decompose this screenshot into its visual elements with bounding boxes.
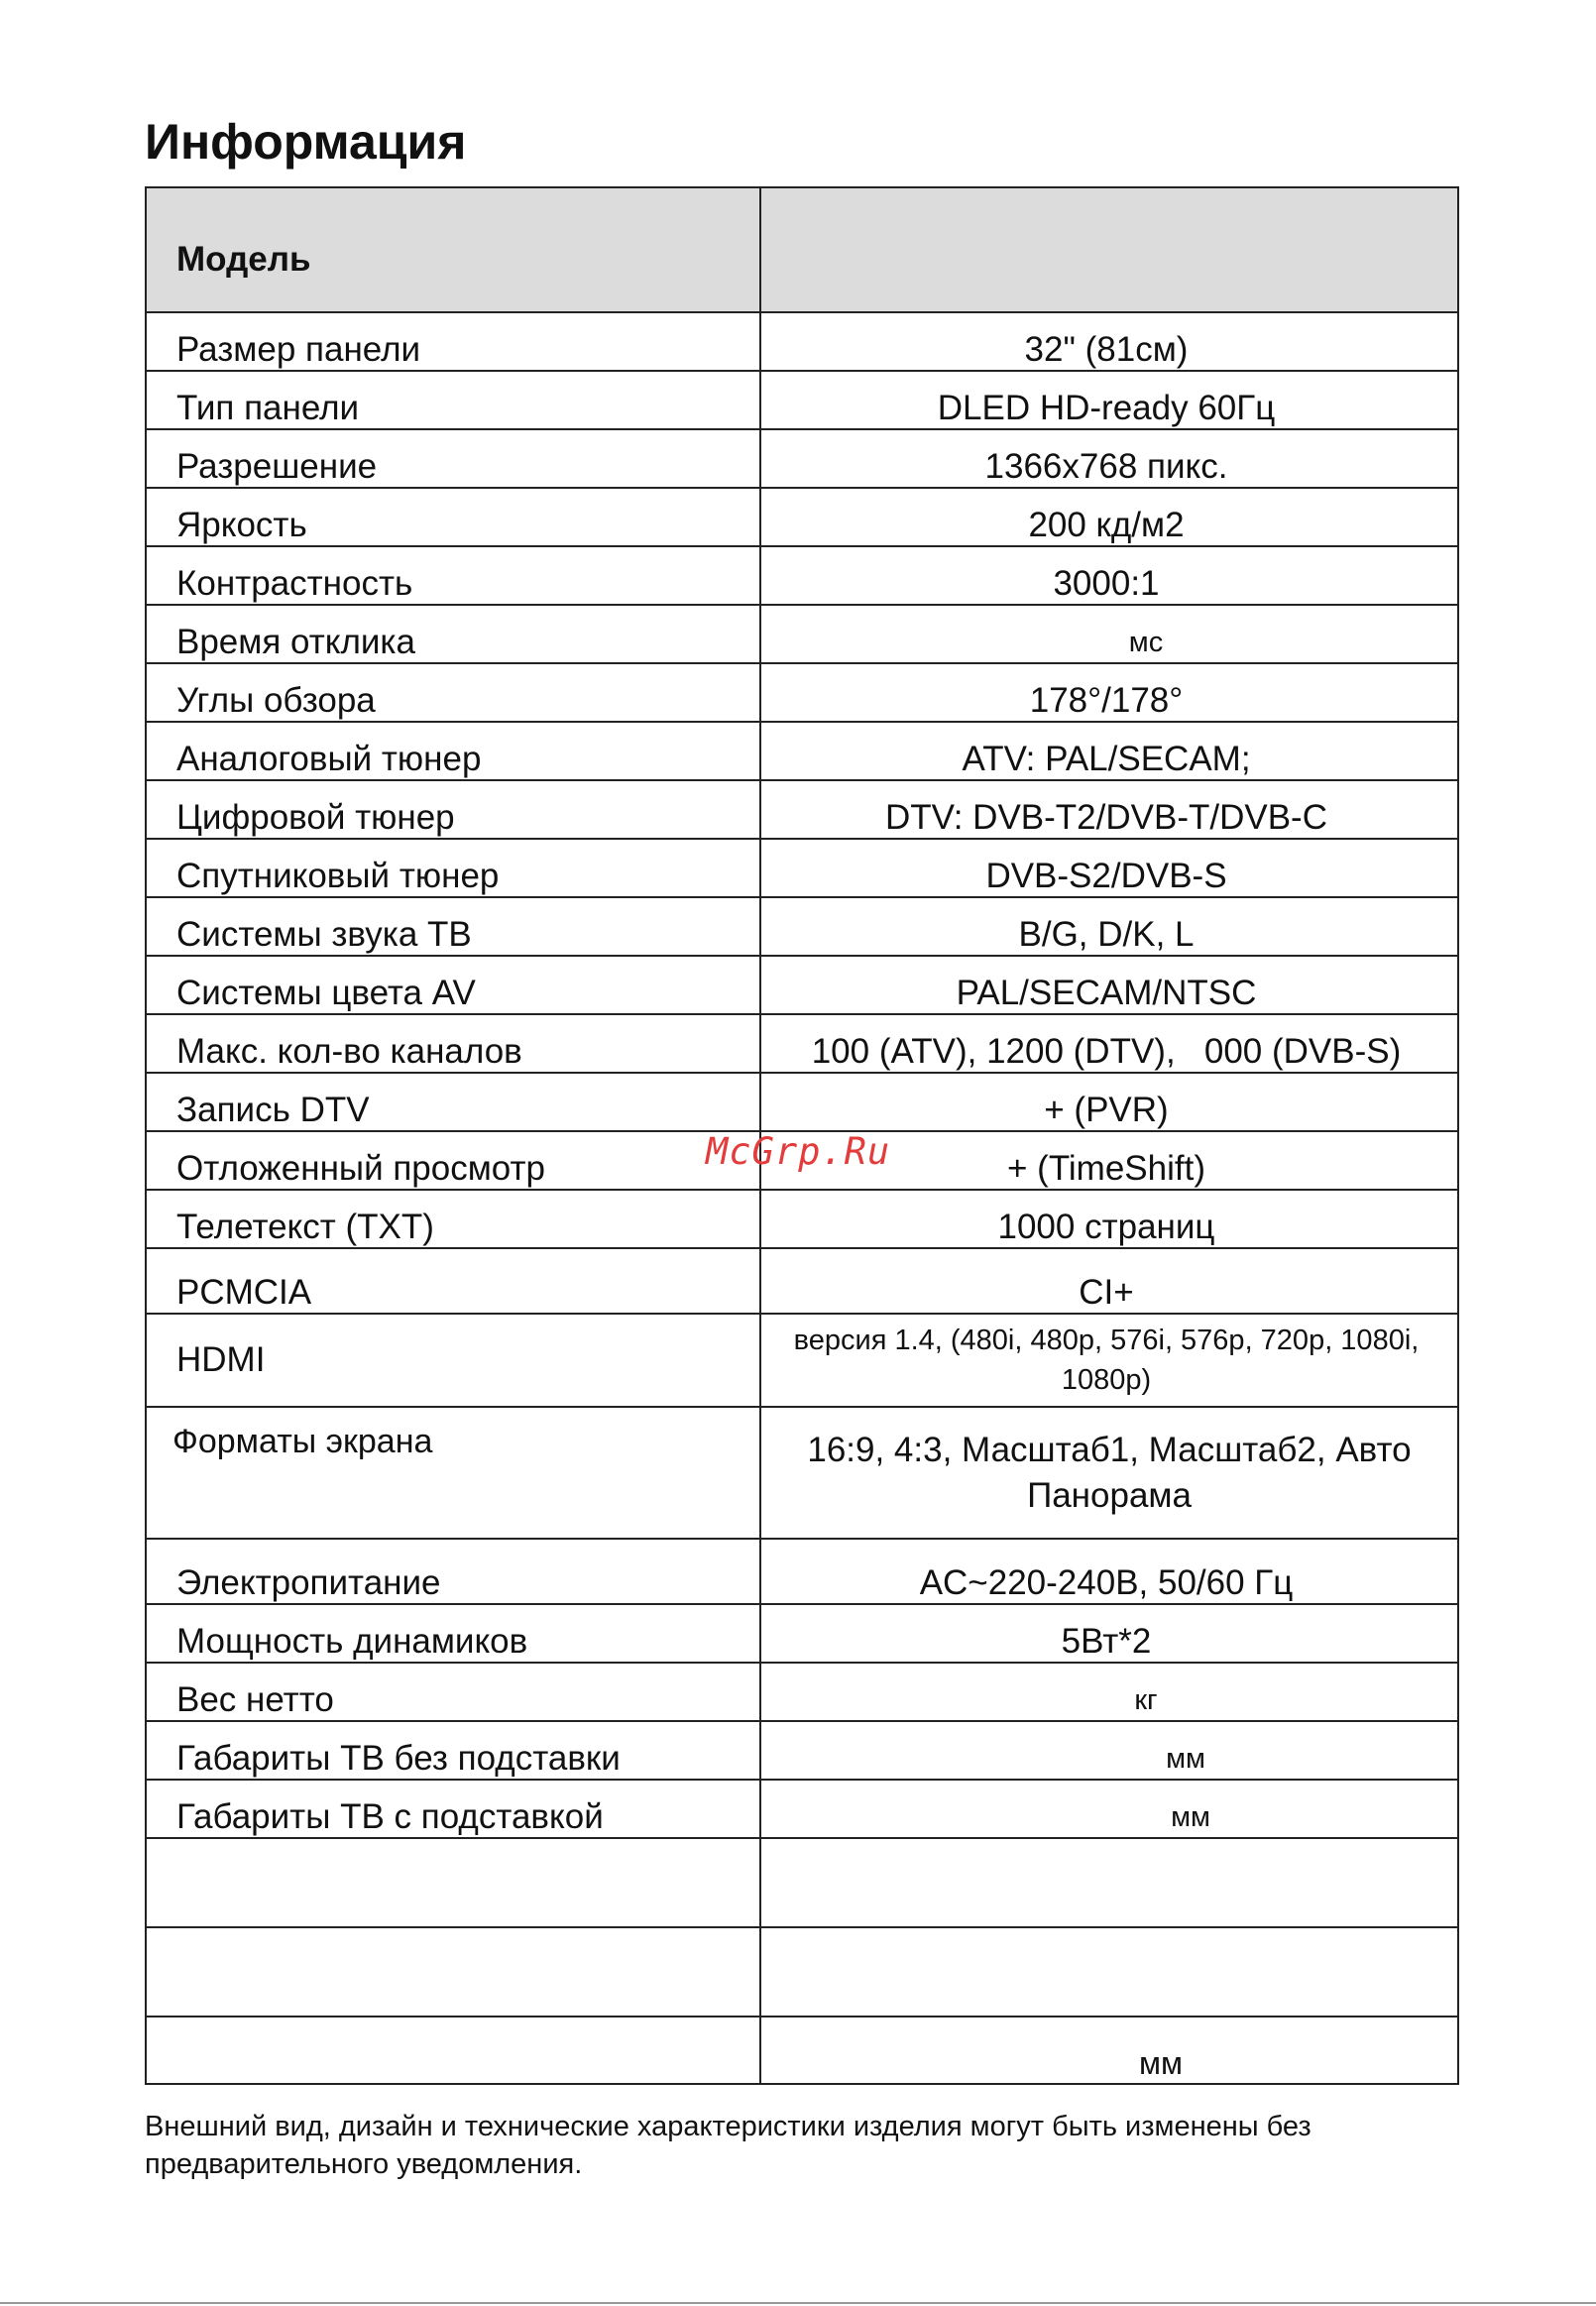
row-label: Яркость <box>146 488 760 546</box>
table-row <box>146 1073 1458 1131</box>
row-value: 1366x768 пикс. <box>760 429 1458 488</box>
row-label: Отложенный просмотр <box>146 1131 760 1190</box>
row-label: Цифровой тюнер <box>146 780 760 839</box>
table-row <box>146 780 1458 839</box>
table-row <box>146 1314 1458 1407</box>
table-row <box>146 546 1458 605</box>
model-label: Модель <box>146 187 760 312</box>
table-row <box>146 371 1458 429</box>
weight-unit: кг <box>1134 1684 1158 1716</box>
table-header-row <box>146 187 1458 312</box>
table-row-empty <box>146 1927 1458 2017</box>
row-value: 3000:1 <box>760 546 1458 605</box>
row-value: AC~220-240В, 50/60 Гц <box>760 1539 1458 1604</box>
table-row <box>146 897 1458 956</box>
row-label <box>146 2017 760 2084</box>
row-value <box>760 1927 1458 2017</box>
row-value: 5Вт*2 <box>760 1604 1458 1663</box>
row-label: HDMI <box>146 1314 760 1407</box>
row-value: версия 1.4, (480i, 480p, 576i, 576p, 720p, 1080i, 1080p) <box>760 1314 1458 1407</box>
row-value: 32" (81см) <box>760 312 1458 371</box>
table-row <box>146 956 1458 1014</box>
row-value: PAL/SECAM/NTSC <box>760 956 1458 1014</box>
row-label <box>146 1927 760 2017</box>
row-value: CI+ <box>760 1248 1458 1314</box>
page-title: Информация <box>145 114 467 170</box>
row-label <box>146 1838 760 1927</box>
table-row <box>146 1190 1458 1248</box>
row-label: Разрешение <box>146 429 760 488</box>
row-label: Вес нетто <box>146 1663 760 1721</box>
table-row <box>146 839 1458 897</box>
table-row <box>146 1663 1458 1721</box>
row-value: DLED HD-ready 60Гц <box>760 371 1458 429</box>
row-value: 178°/178° <box>760 663 1458 722</box>
row-value: 200 кд/м2 <box>760 488 1458 546</box>
bottom-divider <box>0 2302 1596 2304</box>
row-value: B/G, D/K, L <box>760 897 1458 956</box>
watermark: McGrp.Ru <box>706 1130 891 1173</box>
row-label: Углы обзора <box>146 663 760 722</box>
row-value <box>760 605 1458 663</box>
row-value <box>760 1838 1458 1927</box>
table-row <box>146 663 1458 722</box>
row-label: PCMCIA <box>146 1248 760 1314</box>
row-label: Запись DTV <box>146 1073 760 1131</box>
row-label: Спутниковый тюнер <box>146 839 760 897</box>
table-row <box>146 722 1458 780</box>
row-value: ATV: PAL/SECAM; <box>760 722 1458 780</box>
row-value <box>760 1780 1458 1838</box>
table-row <box>146 605 1458 663</box>
model-value <box>760 187 1458 312</box>
table-row <box>146 1780 1458 1838</box>
row-label: Контрастность <box>146 546 760 605</box>
table-row <box>146 1721 1458 1780</box>
row-label: Размер панели <box>146 312 760 371</box>
table-row <box>146 1539 1458 1604</box>
row-label: Габариты ТВ с подставкой <box>146 1780 760 1838</box>
row-label: Габариты ТВ без подставки <box>146 1721 760 1780</box>
row-value: 16:9, 4:3, Масштаб1, Масштаб2, Авто Панорама <box>760 1407 1458 1539</box>
row-value: DTV: DVB-T2/DVB-T/DVB-C <box>760 780 1458 839</box>
table-row <box>146 1248 1458 1314</box>
row-label: Мощность динамиков <box>146 1604 760 1663</box>
dims-stand-unit: мм <box>1171 1801 1210 1833</box>
table-row <box>146 1407 1458 1539</box>
row-value: 1000 страниц <box>760 1190 1458 1248</box>
row-label: Макс. кол-во каналов <box>146 1014 760 1073</box>
table-row <box>146 312 1458 371</box>
row-label: Электропитание <box>146 1539 760 1604</box>
row-value: DVB-S2/DVB-S <box>760 839 1458 897</box>
row-value: + (TimeShift) <box>760 1131 1458 1190</box>
footnote: Внешний вид, дизайн и технические характеристики изделия могут быть изменены без предварительного уведомления. <box>145 2111 1311 2180</box>
row-value: + (PVR) <box>760 1073 1458 1131</box>
table-row <box>146 488 1458 546</box>
row-label: Форматы экрана <box>146 1407 760 1539</box>
table-row <box>146 429 1458 488</box>
table-row-empty <box>146 1838 1458 1927</box>
row-value: мм <box>760 2017 1458 2084</box>
row-value: 100 (ATV), 1200 (DTV), 000 (DVB-S) <box>760 1014 1458 1073</box>
row-label: Системы цвета AV <box>146 956 760 1014</box>
table-row-last <box>146 2017 1458 2084</box>
row-label: Тип панели <box>146 371 760 429</box>
row-label: Телетекст (TXT) <box>146 1190 760 1248</box>
row-label: Время отклика <box>146 605 760 663</box>
response-time-unit: мс <box>1128 627 1164 658</box>
row-label: Аналоговый тюнер <box>146 722 760 780</box>
row-value <box>760 1721 1458 1780</box>
row-label: Системы звука ТВ <box>146 897 760 956</box>
table-row <box>146 1604 1458 1663</box>
dims-no-stand-unit: мм <box>1166 1743 1205 1775</box>
row-value <box>760 1663 1458 1721</box>
table-row <box>146 1014 1458 1073</box>
